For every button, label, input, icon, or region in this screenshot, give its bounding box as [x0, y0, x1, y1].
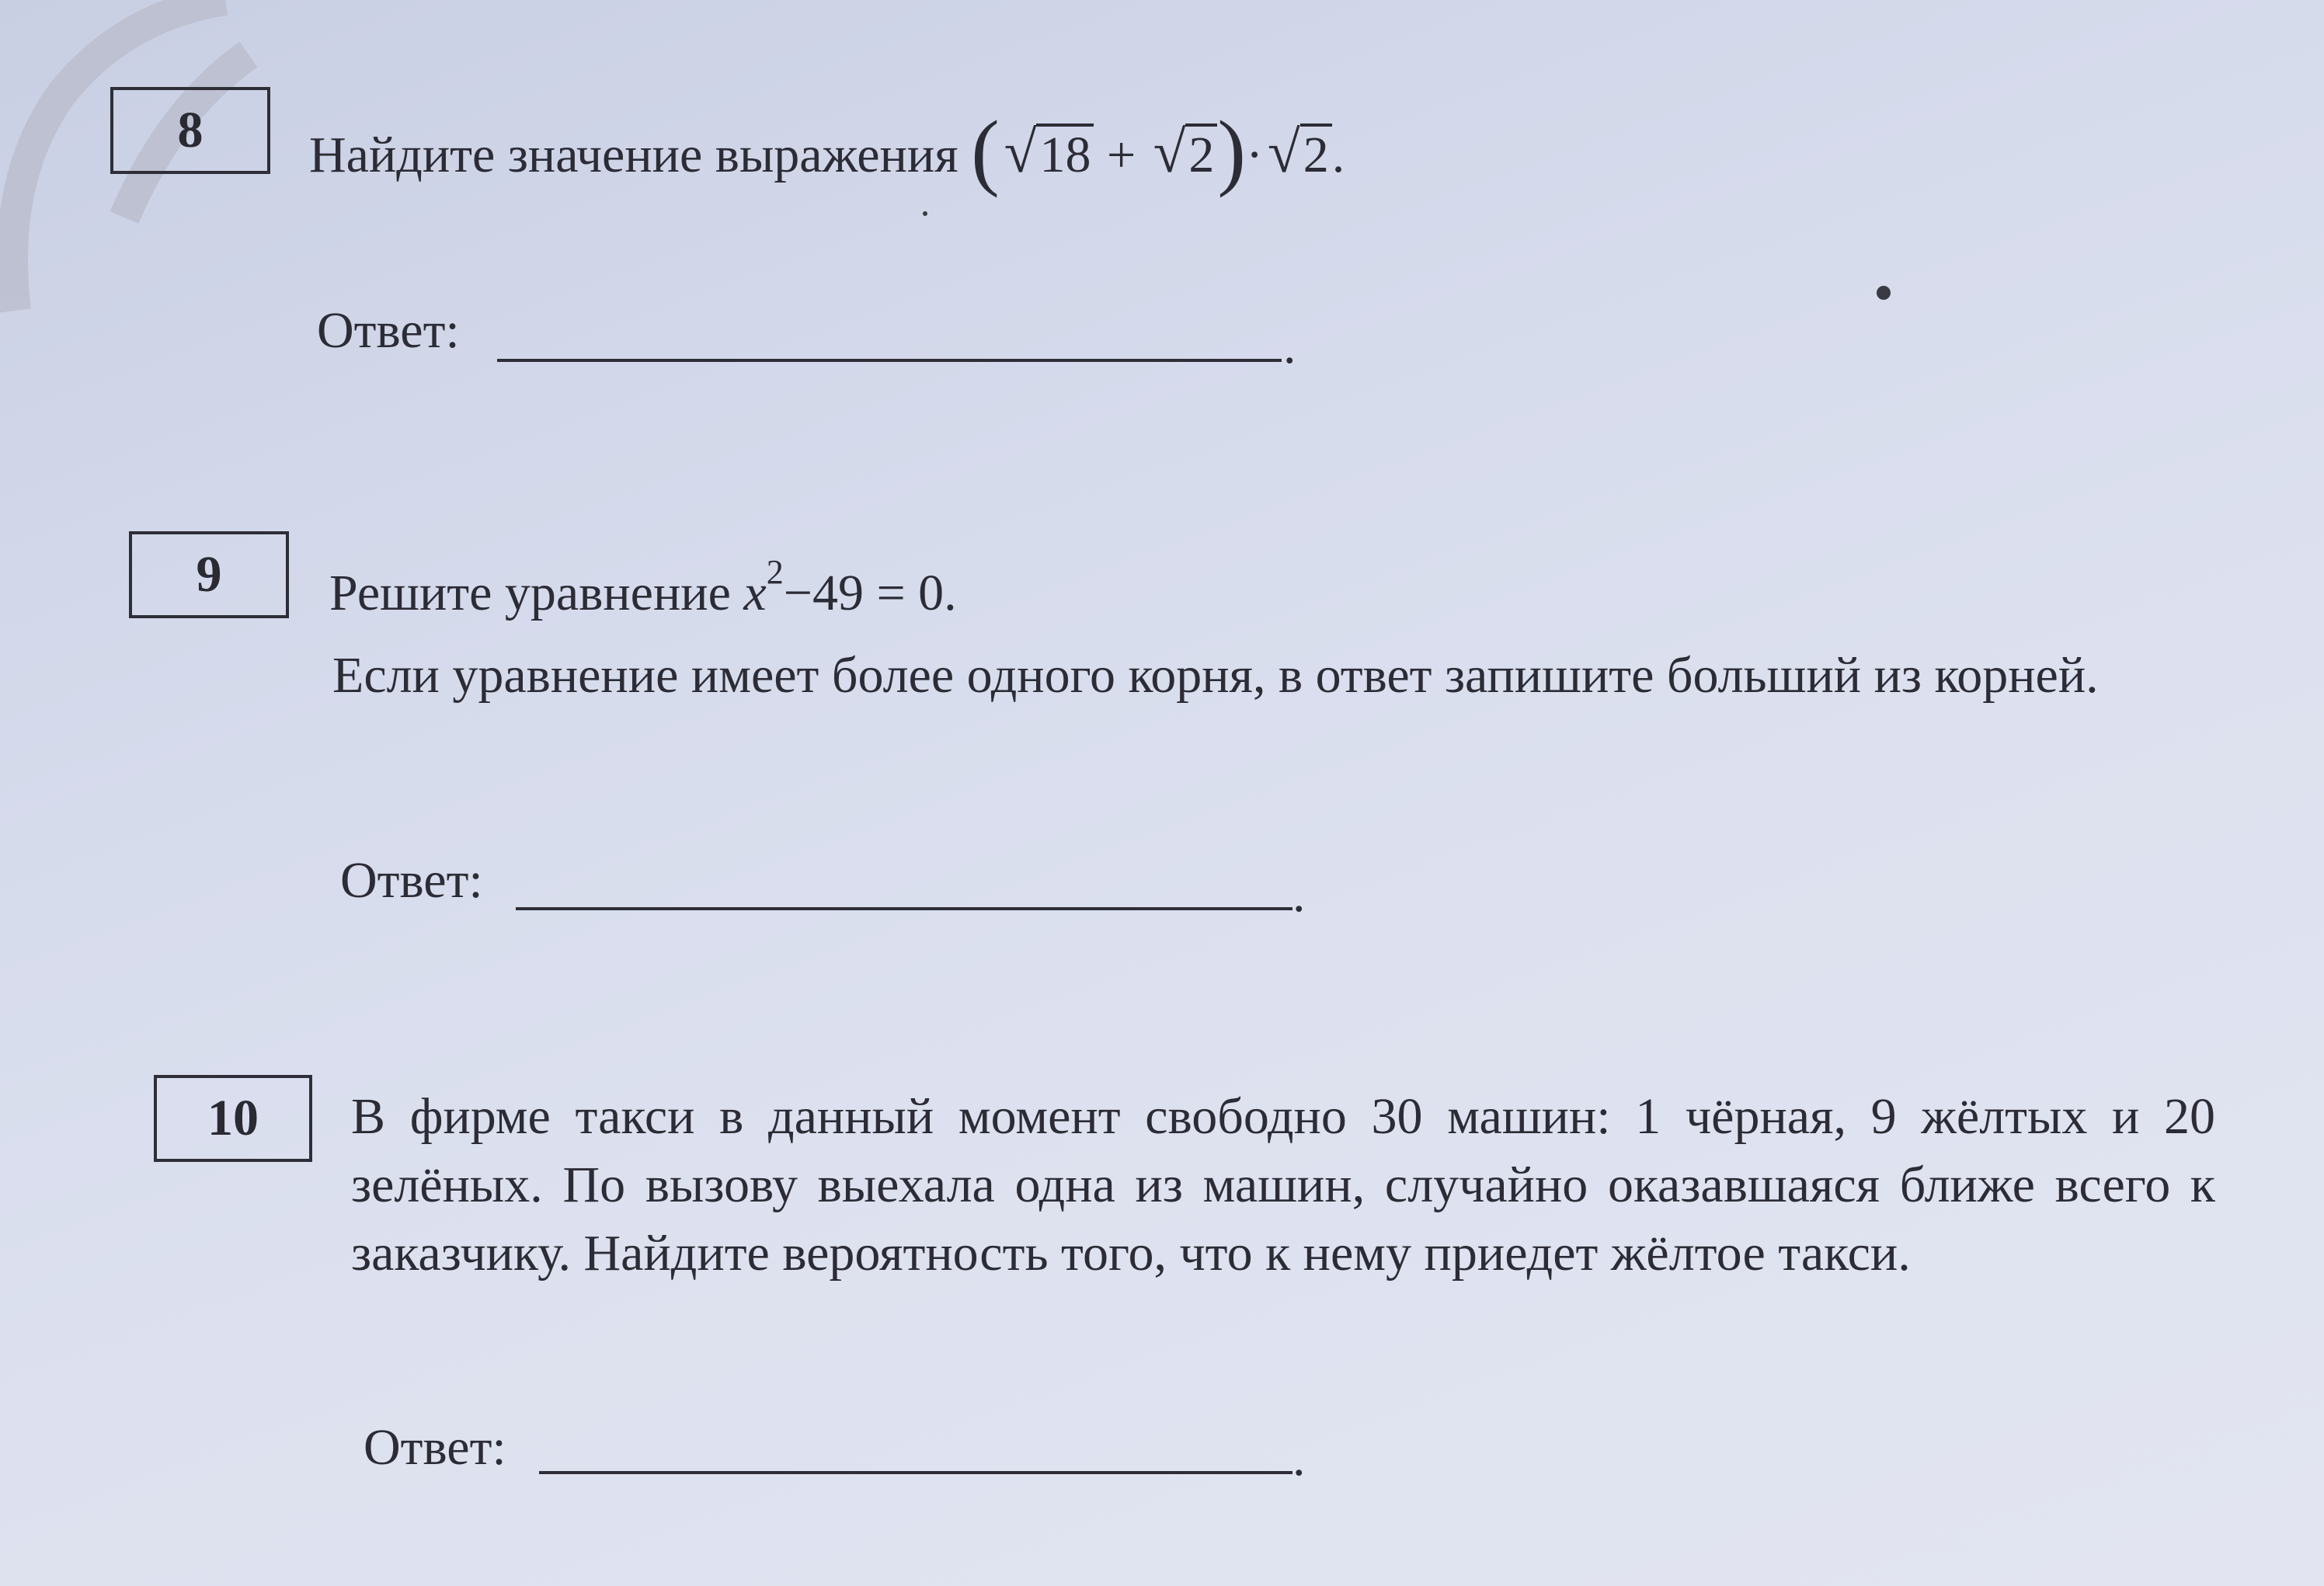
problem-number-box: 8: [110, 87, 270, 174]
watermark-stamp: [0, 0, 342, 357]
prompt-text: Решите уравнение: [329, 565, 731, 621]
answer-line[interactable]: [516, 907, 1292, 910]
answer-period: .: [1292, 866, 1306, 923]
answer-line[interactable]: [497, 359, 1282, 362]
equation: $x^2-49 = 0$.: [743, 553, 957, 621]
problem-prompt: [329, 553, 957, 628]
ink-speck: [923, 211, 927, 216]
problem-prompt: [309, 103, 1552, 198]
answer-line[interactable]: [539, 1471, 1292, 1474]
answer-period: .: [1283, 318, 1296, 374]
answer-period: .: [1292, 1430, 1306, 1487]
answer-label: Ответ:: [364, 1419, 506, 1476]
sqrt-2-multiplier: √2: [1263, 118, 1332, 190]
prompt-text: Найдите значение выражения: [309, 127, 958, 183]
problem-instruction: Если уравнение имеет более одного корня, в ответ запишите больший из корней.: [332, 647, 2099, 704]
problem-text: В фирме такси в данный момент свободно 30 машин: 1 чёрная, 9 жёлтых и 20 зелёных. По вызову выехала одна из машин, случайно оказавшаяся ближе всего к заказчику. Найдите вероятность того, что к нему приедет жёлтое такси.: [351, 1088, 2215, 1282]
sqrt-2: √2: [1149, 118, 1218, 190]
ink-speck: [1877, 286, 1891, 300]
problem-number-box: 9: [129, 531, 289, 618]
problem-number-box: 10: [154, 1075, 312, 1162]
answer-label: Ответ:: [317, 302, 460, 359]
answer-label: Ответ:: [340, 852, 483, 909]
expression: (√18 + √2)·√2.: [971, 103, 1345, 198]
sqrt-18: √18: [1000, 118, 1094, 190]
